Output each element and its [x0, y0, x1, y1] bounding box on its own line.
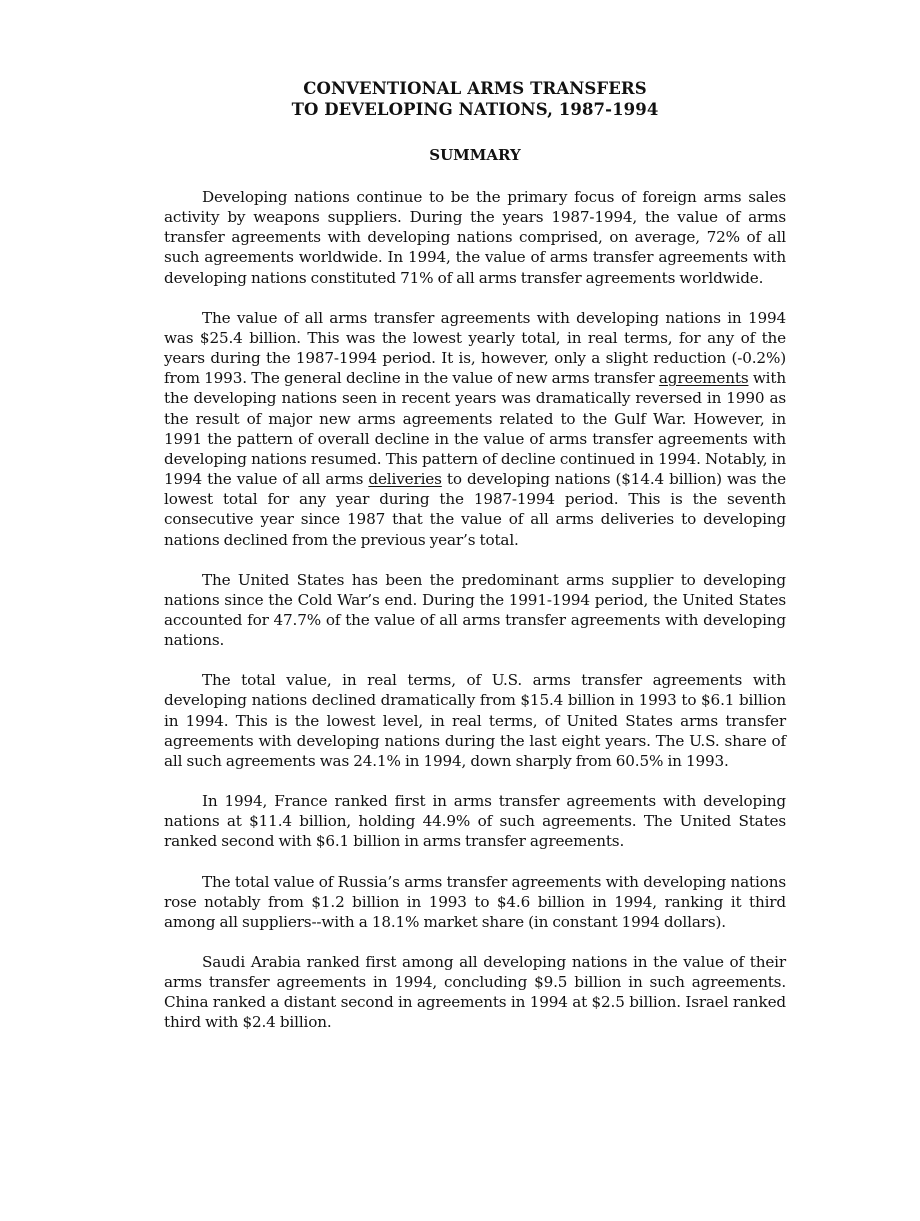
title-line-1: CONVENTIONAL ARMS TRANSFERS	[303, 79, 647, 98]
paragraph-1: Developing nations continue to be the primary focus of foreign arms sales activity by weapons suppliers. During the years 1987-1994, the value of arms transfer agreements with developing nations comprised, on average, 72% of all such agreements worldwide. In 1994, the value of arms transfer agreements with developing nations constituted 71% of all arms transfer agreements worldwide.	[164, 188, 786, 287]
underlined-deliveries: deliveries	[368, 470, 442, 489]
paragraph-2-text-b: with the developing nations seen in recent years was dramatically reversed in 1990 as the result of major new arms agreements related to the Gulf War. However, in 1991 the pattern of overall decline in the value of arms transfer agreements with developing nations resumed. This pattern of decline continued in 1994. Notably, in 1994 the value of all arms	[164, 369, 786, 489]
paragraph-5: In 1994, France ranked first in arms transfer agreements with developing nations at $11.4 billion, holding 44.9% of such agreements. The United States ranked second with $6.1 billion in arms transfer agreements.	[164, 792, 786, 851]
paragraph-2-text-a: The value of all arms transfer agreements with developing nations in 1994 was $25.4 billion. This was the lowest yearly total, in real terms, for any of the years during the 1987-1994 period. It is, however, only a slight reduction (-0.2%) from 1993. The general decline in the value of new arms transfer	[164, 308, 786, 388]
underlined-agreements: agreements	[658, 369, 749, 388]
paragraph-2-text-c: to developing nations ($14.4 billion) was the lowest total for any year during the 1987-1994 period. This is the seventh consecutive year since 1987 that the value of all arms deliveries to developing nations declined from the previous year’s total.	[164, 470, 786, 549]
section-heading: SUMMARY	[429, 146, 521, 164]
paragraph-7: Saudi Arabia ranked first among all developing nations in the value of their arms transfer agreements in 1994, concluding $9.5 billion in such agreements. China ranked a distant second in agreements in 1994 at $2.5 billion. Israel ranked third with $2.4 billion.	[164, 953, 786, 1032]
document-title	[164, 78, 786, 120]
paragraph-3: The United States has been the predominant arms supplier to developing nations since the Cold War’s end. During the 1991-1994 period, the United States accounted for 47.7% of the value of all arms transfer agreements with developing nations.	[164, 570, 786, 650]
document-page	[164, 78, 786, 1033]
paragraph-4: The total value, in real terms, of U.S. arms transfer agreements with developing nations declined dramatically from $15.4 billion in 1993 to $6.1 billion in 1994. This is the lowest level, in real terms, of United States arms transfer agreements with developing nations during the last eight years. The U.S. share of all such agreements was 24.1% in 1994, down sharply from 60.5% in 1993.	[164, 671, 786, 770]
title-line-2: TO DEVELOPING NATIONS, 1987-1994	[291, 100, 659, 119]
paragraph-6: The total value of Russia’s arms transfer agreements with developing nations rose notably from $1.2 billion in 1993 to $4.6 billion in 1994, ranking it third among all suppliers--with a 18.1% market share (in constant 1994 dollars).	[164, 872, 786, 931]
paragraph-2	[164, 308, 786, 550]
